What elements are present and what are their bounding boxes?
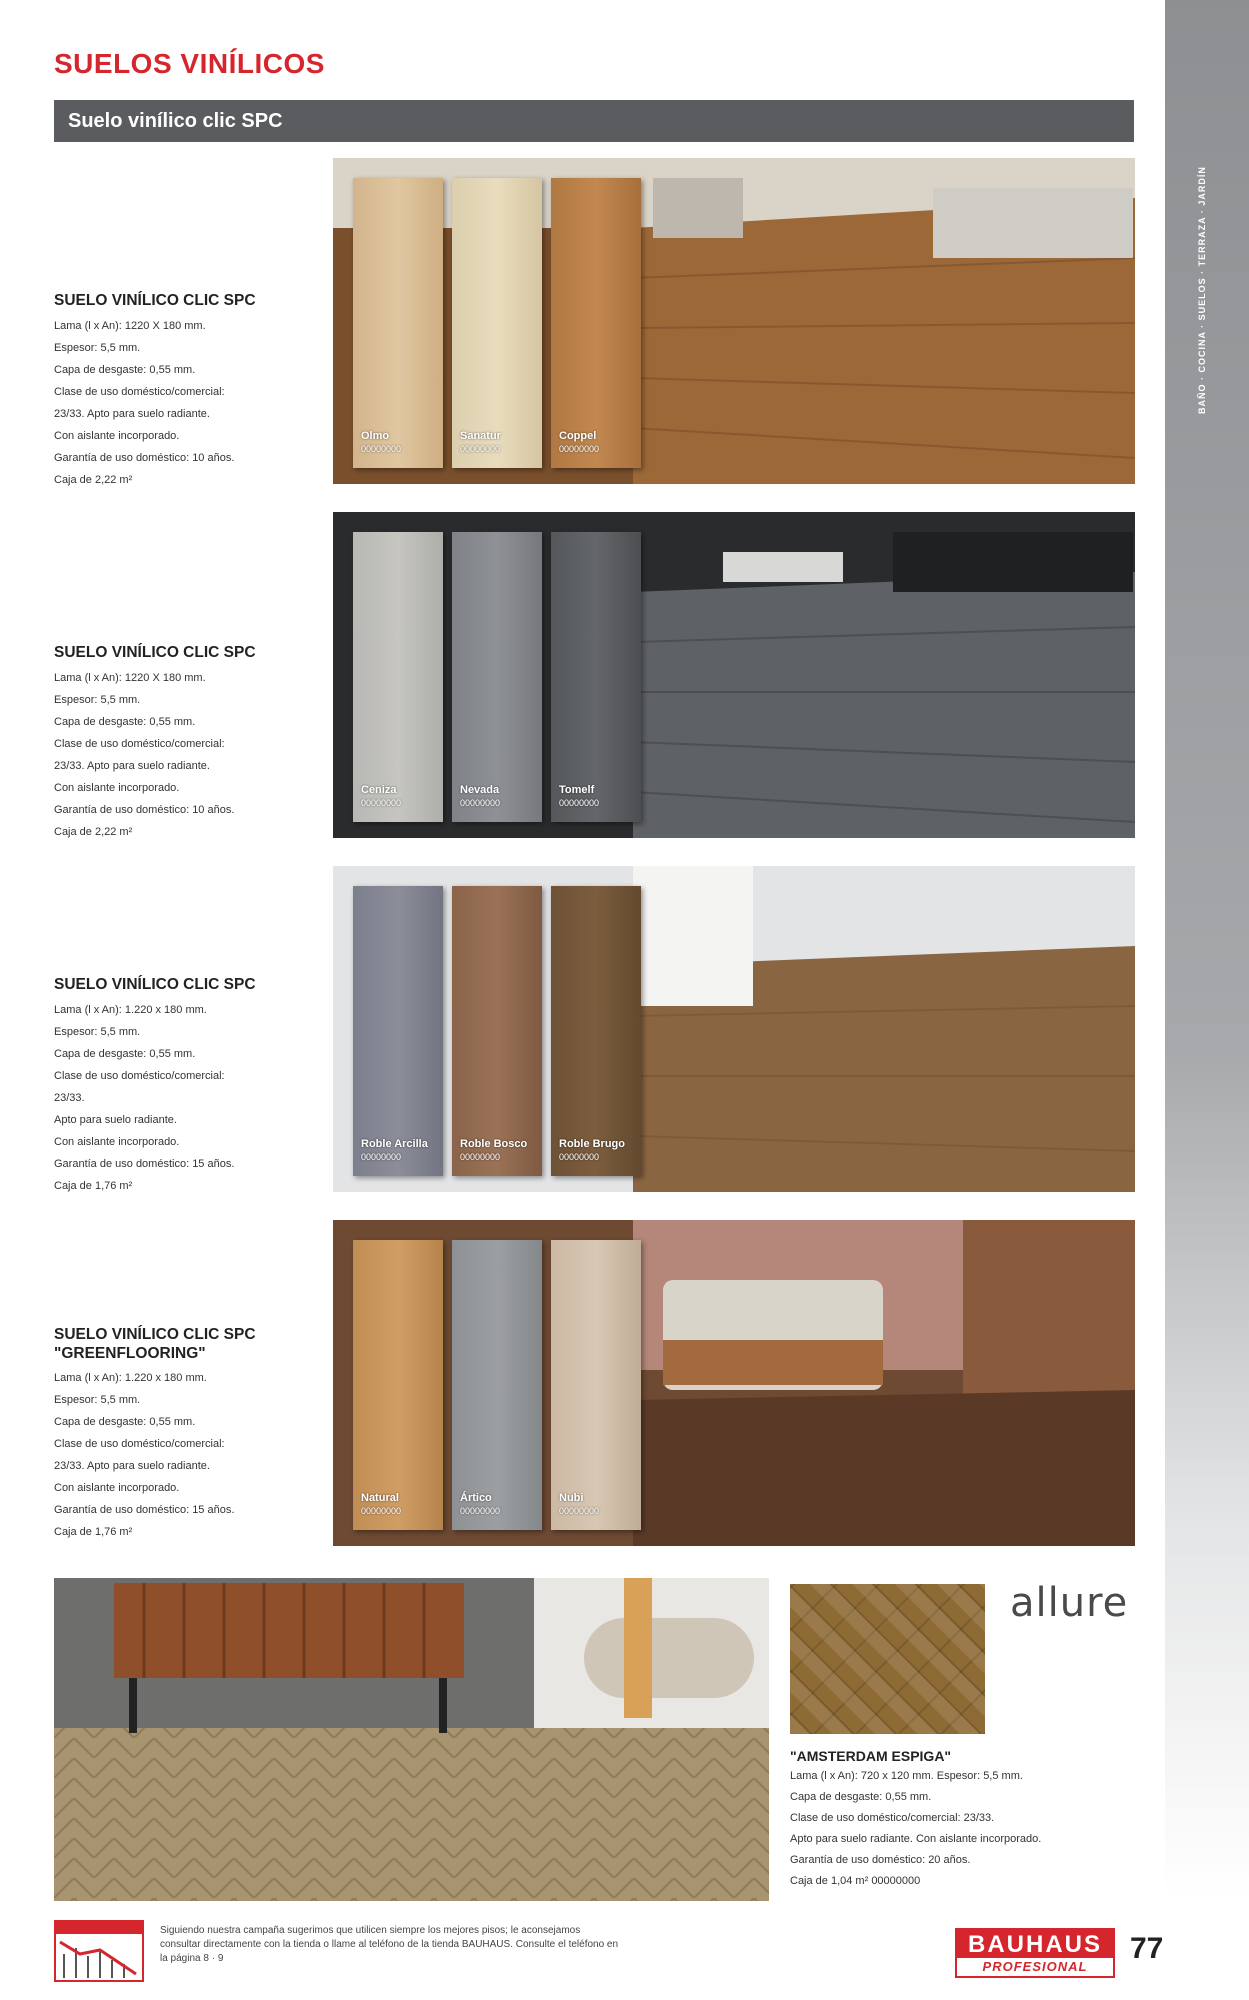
featured-spec-4: Apto para suelo radiante. Con aislante incorporado.	[790, 1833, 1042, 1845]
product-3-photo	[333, 866, 1135, 1192]
product-3-description	[54, 976, 314, 1197]
product-4-spec-7: Garantía de uso doméstico: 15 años.	[54, 1504, 235, 1517]
swatch-artico	[452, 1240, 542, 1530]
featured-spec-3: Clase de uso doméstico/comercial: 23/33.	[790, 1812, 995, 1824]
sidebar-text: BAÑO · COCINA · SUELOS · TERRAZA · JARDÍN	[1197, 166, 1207, 414]
price-chart-icon	[54, 1920, 144, 1982]
product-1-spec-7: Garantía de uso doméstico: 10 años.	[54, 451, 235, 464]
product-4-spec-2: Espesor: 5,5 mm.	[54, 1394, 141, 1407]
product-3-spec-4: Clase de uso doméstico/comercial:	[54, 1069, 225, 1082]
swatch-label: Ceniza 00000000	[361, 784, 402, 808]
product-1-description	[54, 292, 314, 491]
product-2-title: SUELO VINÍLICO CLIC SPC	[54, 644, 256, 661]
product-3-spec-1: Lama (l x An): 1.220 x 180 mm.	[54, 1003, 207, 1016]
product-2-spec-2: Espesor: 5,5 mm.	[54, 693, 141, 706]
product-4-title: SUELO VINÍLICO CLIC SPC "GREENFLOORING"	[54, 1326, 256, 1362]
product-1-spec-8: Caja de 2,22 m²	[54, 473, 133, 486]
swatch-nevada	[452, 532, 542, 822]
bauhaus-logo-top: BAUHAUS	[955, 1928, 1115, 1958]
product-4-spec-5: 23/33. Apto para suelo radiante.	[54, 1460, 210, 1473]
featured-title: "AMSTERDAM ESPIGA"	[790, 1748, 952, 1764]
product-2-spec-6: Con aislante incorporado.	[54, 781, 180, 794]
product-4-spec-6: Con aislante incorporado.	[54, 1482, 180, 1495]
product-3-spec-7: Con aislante incorporado.	[54, 1135, 180, 1148]
product-1-spec-2: Espesor: 5,5 mm.	[54, 341, 141, 354]
product-1-title: SUELO VINÍLICO CLIC SPC	[54, 292, 256, 309]
swatch-roble-brugo	[551, 886, 641, 1176]
product-2-spec-1: Lama (l x An): 1220 X 180 mm.	[54, 671, 206, 684]
featured-spec-1: Lama (l x An): 720 x 120 mm. Espesor: 5,5 mm.	[790, 1770, 1023, 1782]
featured-spec-6: Caja de 1,04 m² 00000000	[790, 1875, 921, 1887]
product-4-spec-8: Caja de 1,76 m²	[54, 1526, 133, 1539]
footer-note: Siguiendo nuestra campaña sugerimos que utilicen siempre los mejores pisos; le aconsejamos consultar directamente con la tienda o llame al teléfono de la tienda BAUHAUS. Consulte el teléfono en la página 8 · 9	[160, 1925, 619, 1964]
product-1-spec-3: Capa de desgaste: 0,55 mm.	[54, 363, 196, 376]
swatch-label: Roble Bosco 00000000	[460, 1138, 528, 1162]
bauhaus-logo-bottom: PROFESIONAL	[955, 1958, 1115, 1978]
product-2-description	[54, 644, 314, 843]
product-3-spec-2: Espesor: 5,5 mm.	[54, 1025, 141, 1038]
product-2-spec-8: Caja de 2,22 m²	[54, 825, 133, 838]
product-4-description	[54, 1326, 314, 1543]
swatch-label: Natural 00000000	[361, 1492, 402, 1516]
product-2-spec-4: Clase de uso doméstico/comercial:	[54, 737, 225, 750]
swatch-label: Tomelf 00000000	[559, 784, 600, 808]
product-4-photo	[333, 1220, 1135, 1546]
product-4-spec-3: Capa de desgaste: 0,55 mm.	[54, 1416, 196, 1429]
swatch-label: Olmo 00000000	[361, 430, 402, 454]
product-1-spec-5: 23/33. Apto para suelo radiante.	[54, 407, 210, 420]
allure-brand-logo: allure	[1010, 1580, 1129, 1626]
swatch-coppel	[551, 178, 641, 468]
swatch-ceniza	[353, 532, 443, 822]
section-title: SUELOS VINÍLICOS	[54, 48, 325, 79]
product-2-spec-3: Capa de desgaste: 0,55 mm.	[54, 715, 196, 728]
product-1-spec-4: Clase de uso doméstico/comercial:	[54, 385, 225, 398]
product-1-spec-6: Con aislante incorporado.	[54, 429, 180, 442]
swatch-label: Nubi 00000000	[559, 1492, 600, 1516]
swatch-roble-arcilla	[353, 886, 443, 1176]
swatch-label: Nevada 00000000	[460, 784, 501, 808]
product-2-spec-7: Garantía de uso doméstico: 10 años.	[54, 803, 235, 816]
page-number: 77	[1130, 1932, 1164, 1965]
herringbone-room-image	[54, 1578, 769, 1901]
product-2-spec-5: 23/33. Apto para suelo radiante.	[54, 759, 210, 772]
product-1-photo	[333, 158, 1135, 484]
swatch-olmo	[353, 178, 443, 468]
product-3-spec-3: Capa de desgaste: 0,55 mm.	[54, 1047, 196, 1060]
featured-spec-2: Capa de desgaste: 0,55 mm.	[790, 1791, 932, 1803]
bauhaus-logo	[955, 1928, 1115, 1978]
subtitle-bar: Suelo vinílico clic SPC	[54, 100, 1134, 142]
product-3-spec-9: Caja de 1,76 m²	[54, 1179, 133, 1192]
swatch-sanatur	[452, 178, 542, 468]
featured-room-photo	[54, 1578, 769, 1901]
product-4-spec-1: Lama (l x An): 1.220 x 180 mm.	[54, 1372, 207, 1385]
swatch-label: Sanatur 00000000	[460, 430, 501, 454]
product-2-photo	[333, 512, 1135, 838]
featured-spec-5: Garantía de uso doméstico: 20 años.	[790, 1854, 971, 1866]
swatch-tomelf	[551, 532, 641, 822]
product-1-spec-1: Lama (l x An): 1220 X 180 mm.	[54, 319, 206, 332]
swatch-label: Coppel 00000000	[559, 430, 600, 454]
swatch-label: Roble Brugo 00000000	[559, 1138, 625, 1162]
product-3-spec-8: Garantía de uso doméstico: 15 años.	[54, 1157, 235, 1170]
swatch-nubi	[551, 1240, 641, 1530]
product-3-spec-5: 23/33.	[54, 1091, 85, 1104]
herringbone-sample-swatch	[790, 1584, 985, 1734]
product-3-spec-6: Apto para suelo radiante.	[54, 1113, 177, 1126]
swatch-label: Ártico 00000000	[460, 1492, 501, 1516]
swatch-roble-bosco	[452, 886, 542, 1176]
swatch-label: Roble Arcilla 00000000	[361, 1138, 428, 1162]
featured-description	[790, 1748, 1150, 1892]
product-4-spec-4: Clase de uso doméstico/comercial:	[54, 1438, 225, 1451]
product-3-title: SUELO VINÍLICO CLIC SPC	[54, 976, 256, 993]
swatch-natural	[353, 1240, 443, 1530]
